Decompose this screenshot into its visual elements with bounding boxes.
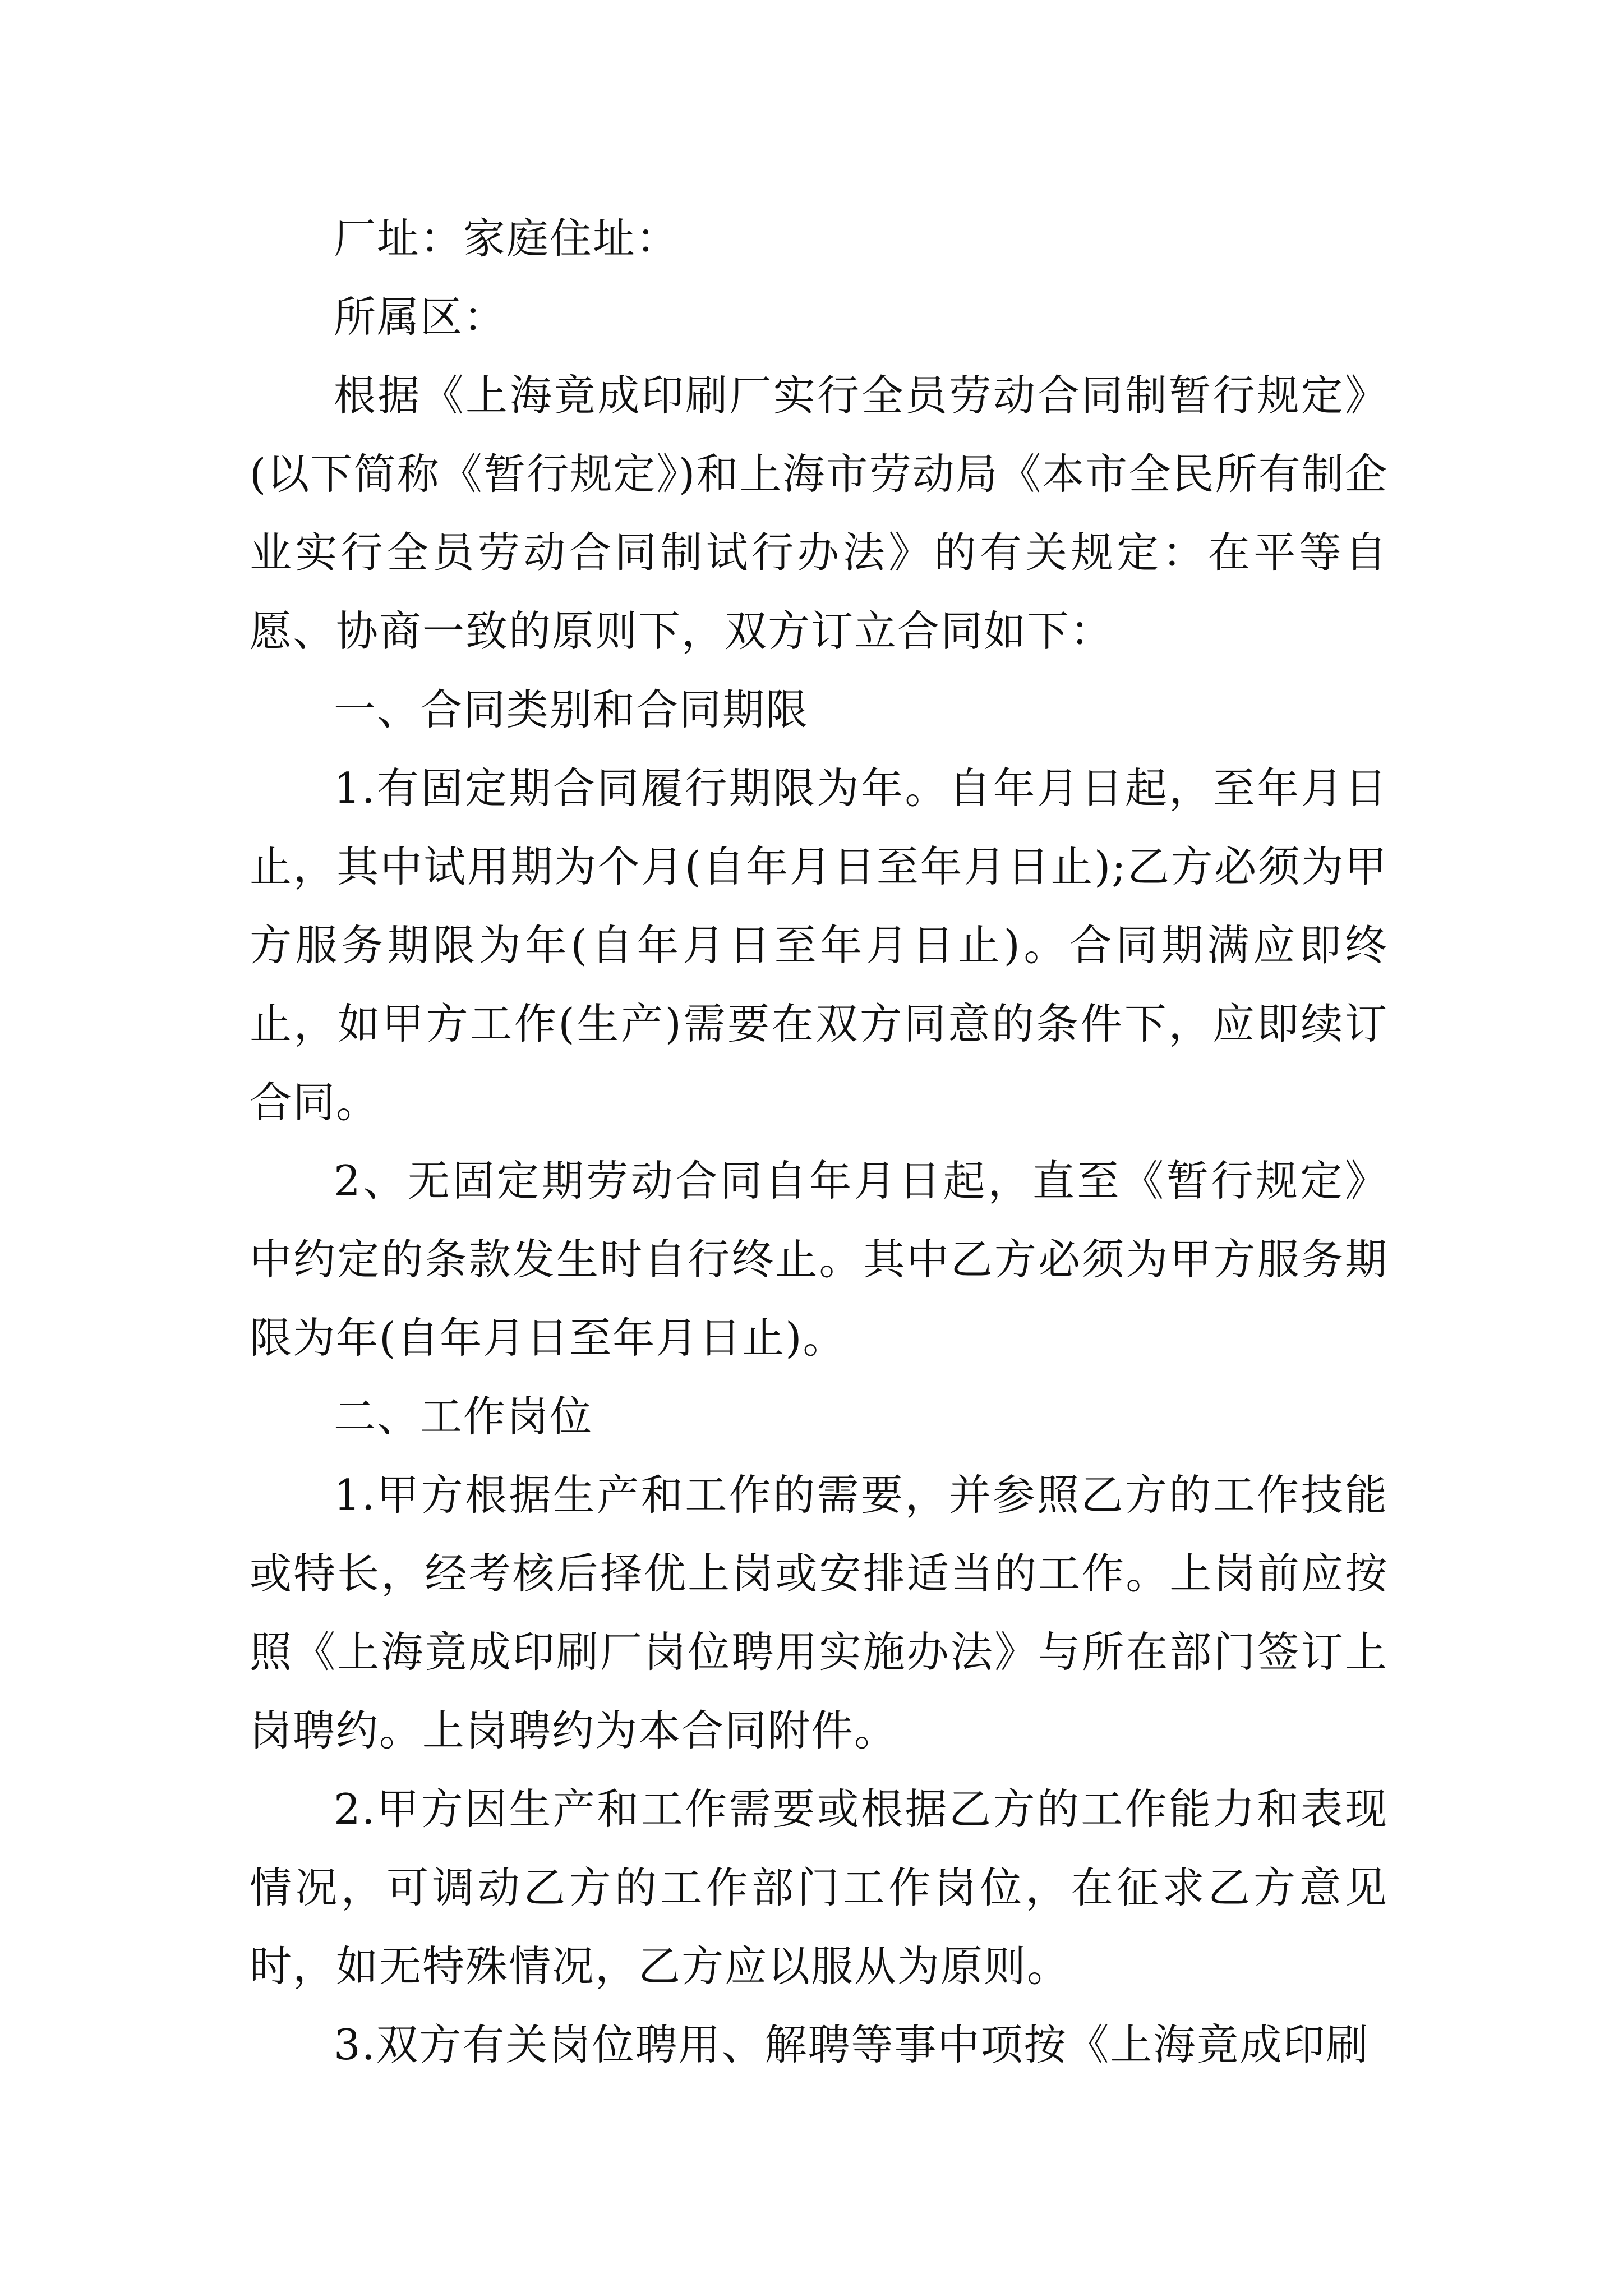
paragraph-job-hiring: 3.双方有关岗位聘用、解聘等事中项按《上海竟成印刷	[334, 2020, 1370, 2069]
section-heading-contract-type: 一、合同类别和合同期限	[334, 685, 809, 734]
section-heading-job-position: 二、工作岗位	[334, 1392, 593, 1441]
paragraph-factory-address: 厂址：家庭住址：	[334, 214, 680, 263]
paragraph-district: 所属区：	[334, 292, 507, 342]
paragraph-fixed-term: 1.有固定期合同履行期限为年。自年月日起，至年月日止，其中试用期为个月(自年月日至年月日止);乙方必须为甲方服务期限为年(自年月日至年月日止)。合同期满应即终止，如甲方工作(生产)需要在双方同意的条件下，应即续订合同。	[250, 763, 1388, 1127]
paragraph-basis: 根据《上海竟成印刷厂实行全员劳动合同制暂行规定》(以下简称《暂行规定》)和上海市劳动局《本市全民所有制企业实行全员劳动合同制试行办法》的有关规定：在平等自愿、协商一致的原则下，双方订立合同如下：	[250, 371, 1388, 656]
contract-body	[250, 199, 1388, 2084]
paragraph-job-transfer: 2.甲方因生产和工作需要或根据乙方的工作能力和表现情况，可调动乙方的工作部门工作岗位，在征求乙方意见时，如无特殊情况，乙方应以服从为原则。	[250, 1784, 1388, 1991]
paragraph-open-term: 2、无固定期劳动合同自年月日起，直至《暂行规定》中约定的条款发生时自行终止。其中乙方必须为甲方服务期限为年(自年月日至年月日止)。	[250, 1156, 1388, 1363]
paragraph-job-assignment: 1.甲方根据生产和工作的需要，并参照乙方的工作技能或特长，经考核后择优上岗或安排适当的工作。上岗前应按照《上海竟成印刷厂岗位聘用实施办法》与所在部门签订上岗聘约。上岗聘约为本合同附件。	[250, 1470, 1388, 1755]
